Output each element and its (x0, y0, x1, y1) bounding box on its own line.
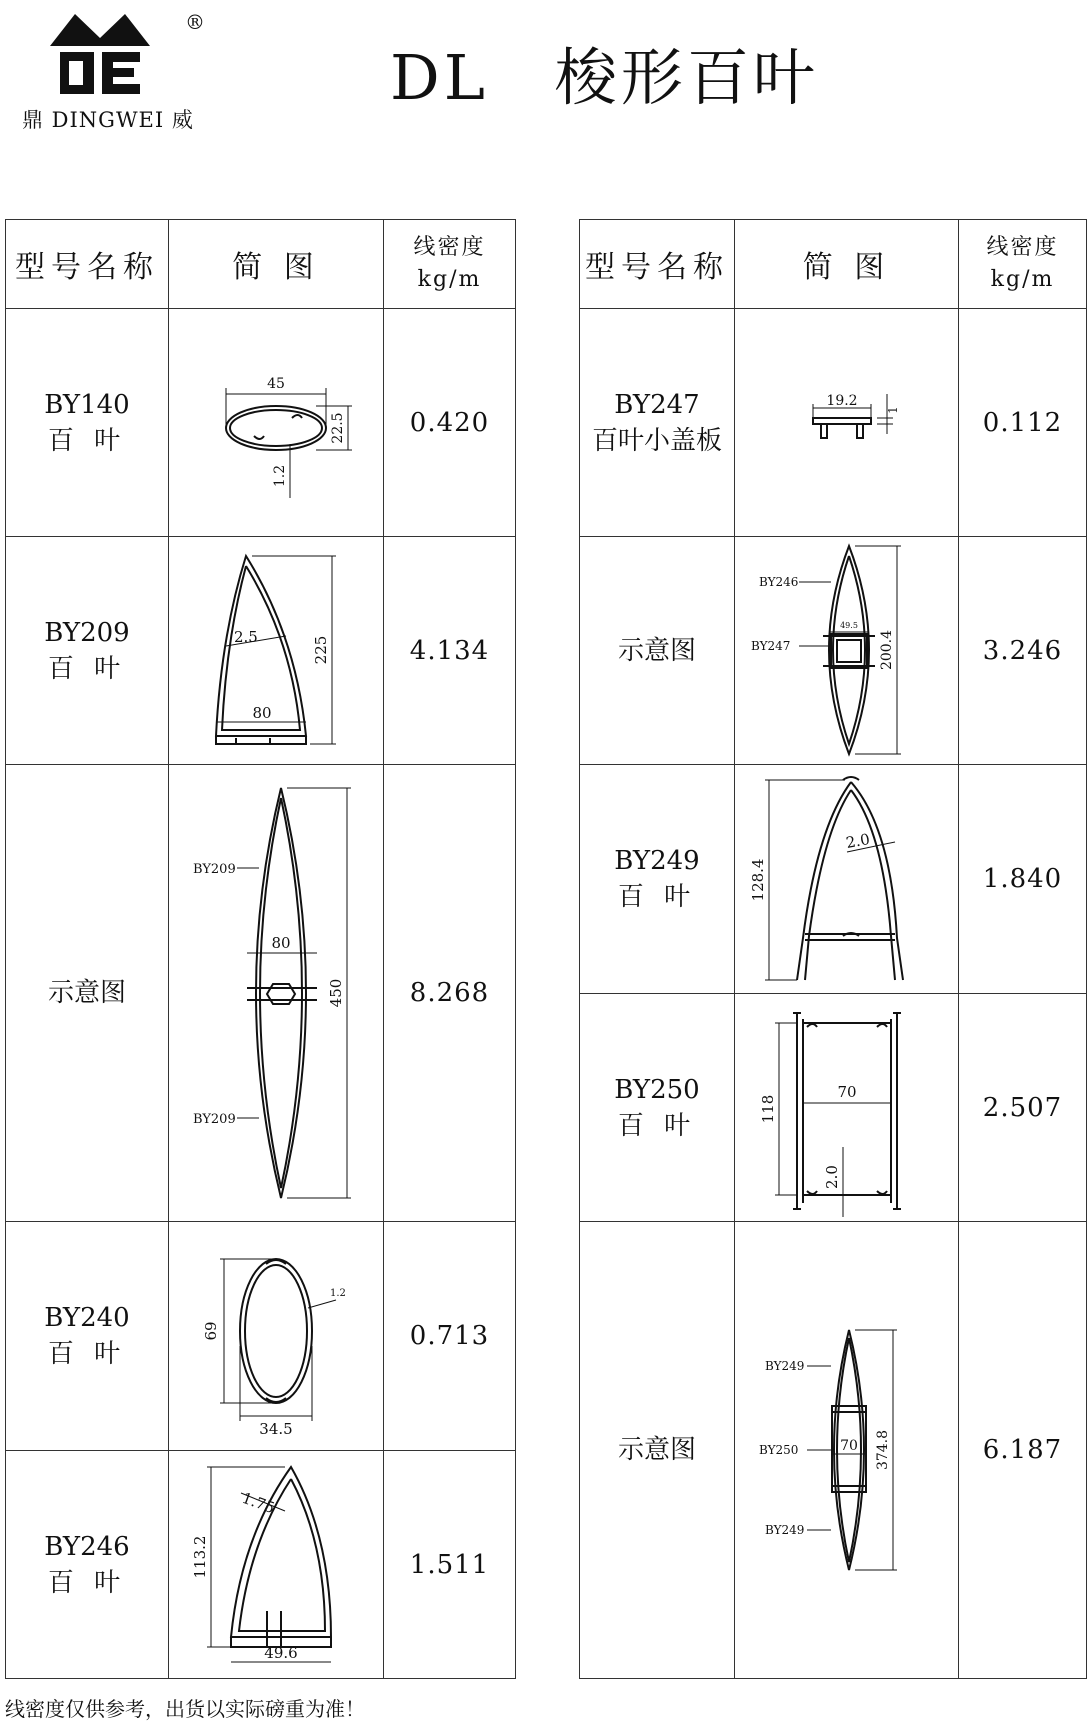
model-cell: BY249 百 叶 (580, 765, 735, 994)
spec-table-right (579, 219, 1087, 1679)
spec-table-left (5, 219, 516, 1679)
svg-text:1.2: 1.2 (272, 464, 288, 487)
table-row (6, 309, 516, 537)
svg-text:80: 80 (271, 934, 291, 952)
model-cell: BY246 百 叶 (6, 1451, 169, 1679)
svg-text:19.2: 19.2 (825, 392, 858, 409)
table-row (580, 309, 1087, 537)
svg-text:69: 69 (202, 1321, 220, 1341)
brand-text: 鼎 DINGWEI 威 (22, 108, 194, 132)
model-cell: BY209 百 叶 (6, 537, 169, 765)
density-value: 0.420 (384, 309, 516, 537)
table-row (6, 1222, 516, 1451)
profile-drawing (735, 994, 959, 1222)
header-drawing: 简 图 (735, 220, 959, 309)
svg-text:113.2: 113.2 (191, 1535, 209, 1579)
model-cell: 示意图 (580, 1222, 735, 1679)
svg-text:49.6: 49.6 (264, 1644, 298, 1662)
svg-text:34.5: 34.5 (259, 1420, 293, 1436)
model-cell: BY140 百 叶 (6, 309, 169, 537)
svg-text:225: 225 (312, 635, 330, 664)
by246-by247-assembly-drawing (737, 540, 957, 762)
table-row (6, 765, 516, 1222)
svg-text:BY209: BY209 (193, 1112, 236, 1127)
svg-text:374.8: 374.8 (874, 1429, 891, 1471)
density-value: 1.840 (959, 765, 1087, 994)
svg-text:22.5: 22.5 (330, 411, 346, 444)
by240-profile-drawing (186, 1236, 366, 1436)
by250-profile-drawing (747, 997, 947, 1219)
by249-by250-assembly-drawing (737, 1300, 957, 1600)
svg-text:1: 1 (885, 405, 900, 414)
profile-drawing (169, 309, 384, 537)
svg-text:2.5: 2.5 (234, 627, 258, 646)
svg-text:BY247: BY247 (750, 638, 790, 653)
svg-text:70: 70 (836, 1082, 857, 1101)
density-value: 8.268 (384, 765, 516, 1222)
by249-profile-drawing (747, 768, 947, 990)
table-row (580, 765, 1087, 994)
by247-profile-drawing (747, 348, 947, 498)
mountain-de-logo-icon (50, 8, 150, 98)
table-row (6, 537, 516, 765)
by246-profile-drawing (181, 1457, 371, 1672)
model-cell: BY247 百叶小盖板 (580, 309, 735, 537)
model-cell: 示意图 (6, 765, 169, 1222)
assembly-drawing (735, 537, 959, 765)
density-value: 3.246 (959, 537, 1087, 765)
svg-text:1.75: 1.75 (239, 1488, 278, 1518)
table-row (580, 994, 1087, 1222)
profile-drawing (169, 537, 384, 765)
svg-text:200.4: 200.4 (878, 629, 895, 670)
assembly-drawing (735, 1222, 959, 1679)
model-cell: BY250 百 叶 (580, 994, 735, 1222)
page-title: DL 梭形百叶 (390, 41, 819, 114)
density-value: 2.507 (959, 994, 1087, 1222)
model-cell: BY240 百 叶 (6, 1222, 169, 1451)
svg-text:1.2: 1.2 (330, 1288, 346, 1299)
svg-text:2.0: 2.0 (844, 830, 871, 852)
header-density: 线密度 kg/m (959, 220, 1087, 309)
density-value: 1.511 (384, 1451, 516, 1679)
svg-text:BY209: BY209 (193, 862, 236, 877)
table-row (580, 1222, 1087, 1679)
svg-text:BY249: BY249 (764, 1359, 804, 1373)
company-logo (22, 8, 205, 133)
table-row (580, 537, 1087, 765)
table-header-row (6, 220, 516, 309)
assembly-drawing (169, 765, 384, 1222)
registered-mark: ® (185, 10, 205, 34)
svg-text:BY250: BY250 (758, 1443, 798, 1457)
by209-profile-drawing (186, 546, 366, 756)
table-row (6, 1451, 516, 1679)
profile-drawing (169, 1222, 384, 1451)
density-value: 0.713 (384, 1222, 516, 1451)
model-cell: 示意图 (580, 537, 735, 765)
svg-text:70: 70 (839, 1438, 858, 1454)
svg-text:2.0: 2.0 (822, 1164, 841, 1189)
svg-text:118: 118 (758, 1094, 777, 1123)
footer-note: 线密度仅供参考，出货以实际磅重为准！ (5, 1697, 365, 1721)
header-density: 线密度 kg/m (384, 220, 516, 309)
profile-drawing (735, 309, 959, 537)
by209-assembly-drawing (171, 778, 381, 1208)
table-header-row (580, 220, 1087, 309)
header-model: 型号名称 (6, 220, 169, 309)
header-drawing: 简 图 (169, 220, 384, 309)
header-model: 型号名称 (580, 220, 735, 309)
svg-text:49.5: 49.5 (839, 620, 858, 630)
svg-text:BY249: BY249 (764, 1523, 804, 1537)
density-value: 0.112 (959, 309, 1087, 537)
density-value: 6.187 (959, 1222, 1087, 1679)
svg-text:BY246: BY246 (758, 574, 798, 589)
by140-profile-drawing (186, 348, 366, 498)
svg-text:45: 45 (267, 375, 285, 392)
svg-text:450: 450 (327, 978, 345, 1008)
profile-drawing (169, 1451, 384, 1679)
svg-text:128.4: 128.4 (748, 858, 767, 902)
svg-text:80: 80 (252, 703, 272, 722)
profile-drawing (735, 765, 959, 994)
density-value: 4.134 (384, 537, 516, 765)
